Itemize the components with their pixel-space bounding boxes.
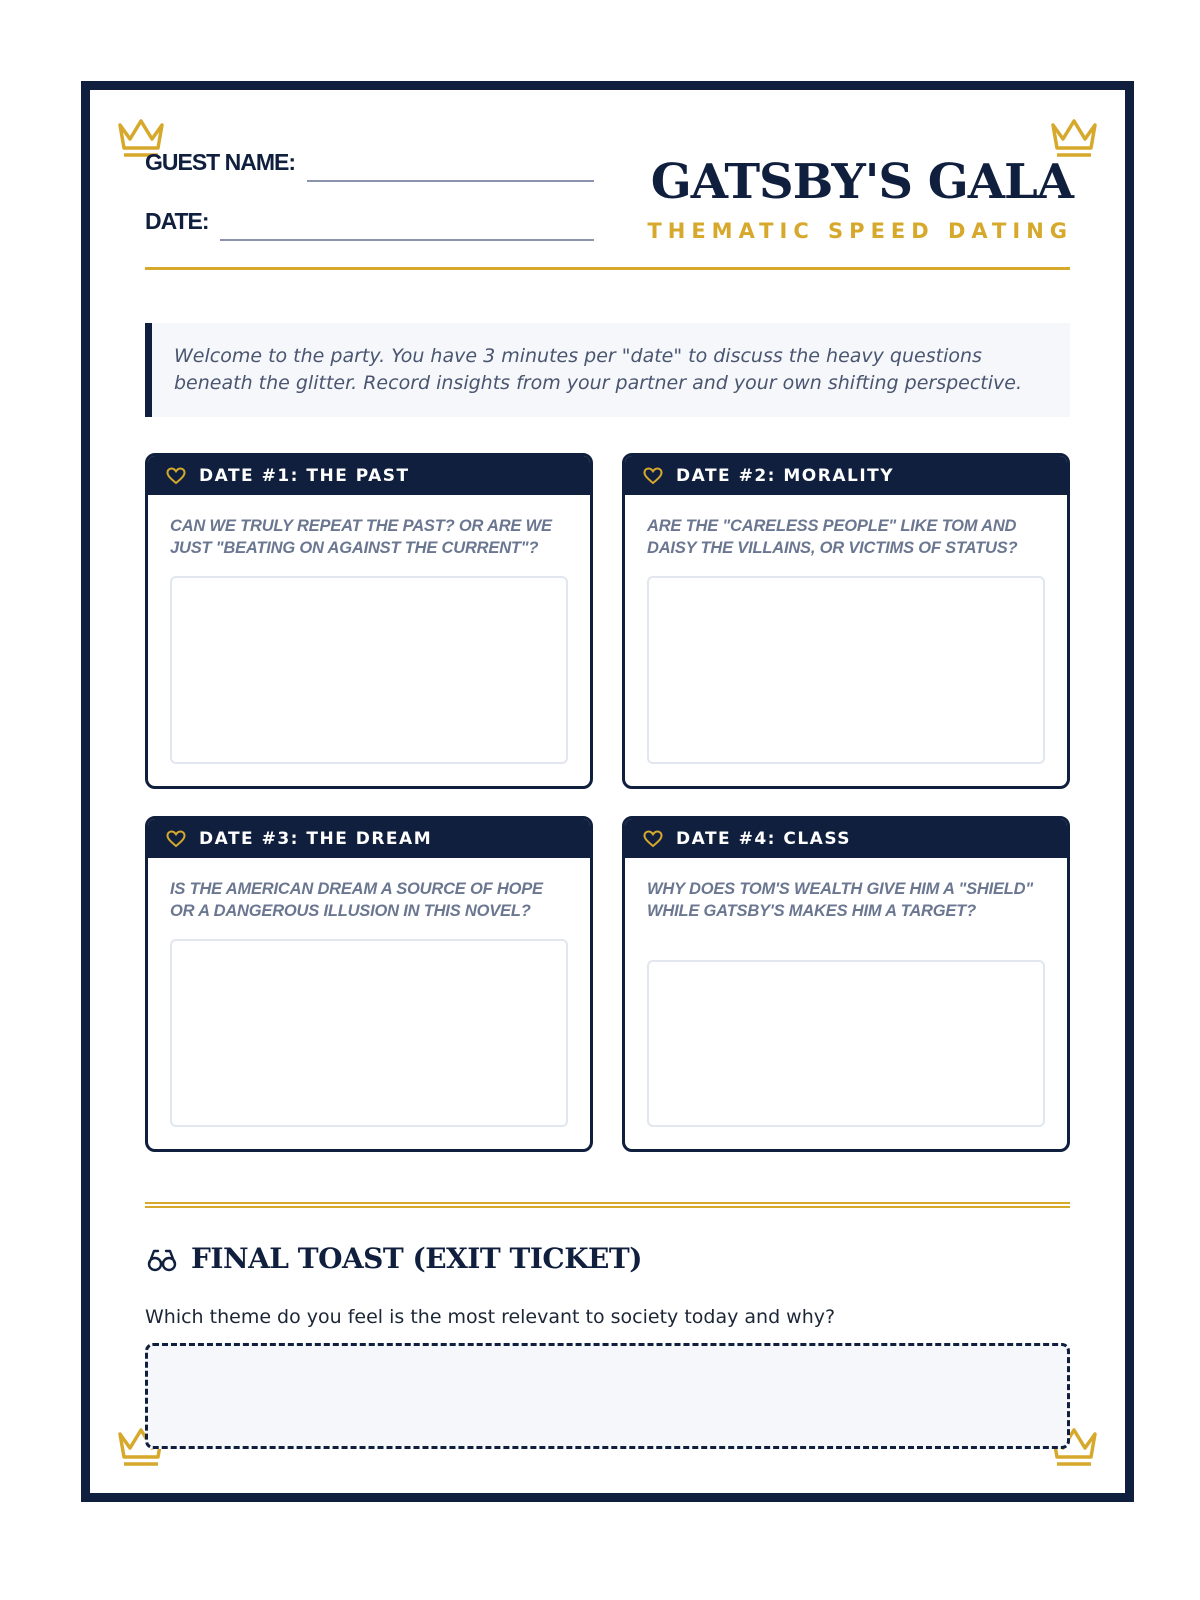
card-header	[148, 819, 590, 858]
worksheet	[81, 81, 1134, 1502]
date-field[interactable]	[220, 239, 594, 241]
card-question: ARE THE "CARELESS PEOPLE" LIKE TOM AND DAISY THE VILLAINS, OR VICTIMS OF STATUS?	[647, 517, 1018, 557]
page-title: GATSBY'S GALA	[650, 154, 1073, 210]
final-toast-heading	[145, 1242, 642, 1275]
answer-box[interactable]	[647, 576, 1045, 764]
intro-text: Welcome to the party. You have 3 minutes per "date" to discuss the heavy questions beneath the glitter. Record insights from your partner and your own shifting perspective.	[174, 345, 1023, 394]
exit-ticket-answer-box[interactable]	[145, 1343, 1070, 1449]
card-question: WHY DOES TOM'S WEALTH GIVE HIM A "SHIELD" WHILE GATSBY'S MAKES HIM A TARGET?	[647, 880, 1033, 920]
date-card-1	[145, 453, 593, 789]
card-title: DATE #3: THE DREAM	[199, 828, 433, 849]
intro-callout	[145, 323, 1070, 417]
page-subtitle: THEMATIC SPEED DATING	[647, 219, 1073, 243]
final-toast-title: FINAL TOAST (EXIT TICKET)	[191, 1242, 642, 1275]
card-header	[148, 456, 590, 495]
answer-box[interactable]	[170, 939, 568, 1127]
card-question: IS THE AMERICAN DREAM A SOURCE OF HOPE OR A DANGEROUS ILLUSION IN THIS NOVEL?	[170, 880, 543, 920]
guest-name-field[interactable]	[307, 180, 594, 182]
header-divider	[145, 267, 1070, 270]
heart-icon	[166, 830, 186, 848]
card-header	[625, 819, 1067, 858]
answer-box[interactable]	[647, 960, 1045, 1127]
section-divider	[145, 1202, 1070, 1208]
date-card-2	[622, 453, 1070, 789]
heart-icon	[166, 467, 186, 485]
date-card-3	[145, 816, 593, 1152]
answer-box[interactable]	[170, 576, 568, 764]
heart-icon	[643, 830, 663, 848]
date-card-4	[622, 816, 1070, 1152]
guest-name-label: GUEST NAME:	[145, 149, 295, 175]
card-header	[625, 456, 1067, 495]
date-label: DATE:	[145, 208, 209, 234]
glasses-icon	[145, 1246, 179, 1272]
card-title: DATE #2: MORALITY	[676, 465, 895, 486]
crown-icon	[1048, 115, 1100, 159]
card-title: DATE #4: CLASS	[676, 828, 852, 849]
heart-icon	[643, 467, 663, 485]
card-title: DATE #1: THE PAST	[199, 465, 410, 486]
final-toast-question: Which theme do you feel is the most relevant to society today and why?	[145, 1306, 836, 1328]
card-question: CAN WE TRULY REPEAT THE PAST? OR ARE WE JUST "BEATING ON AGAINST THE CURRENT"?	[170, 517, 552, 557]
